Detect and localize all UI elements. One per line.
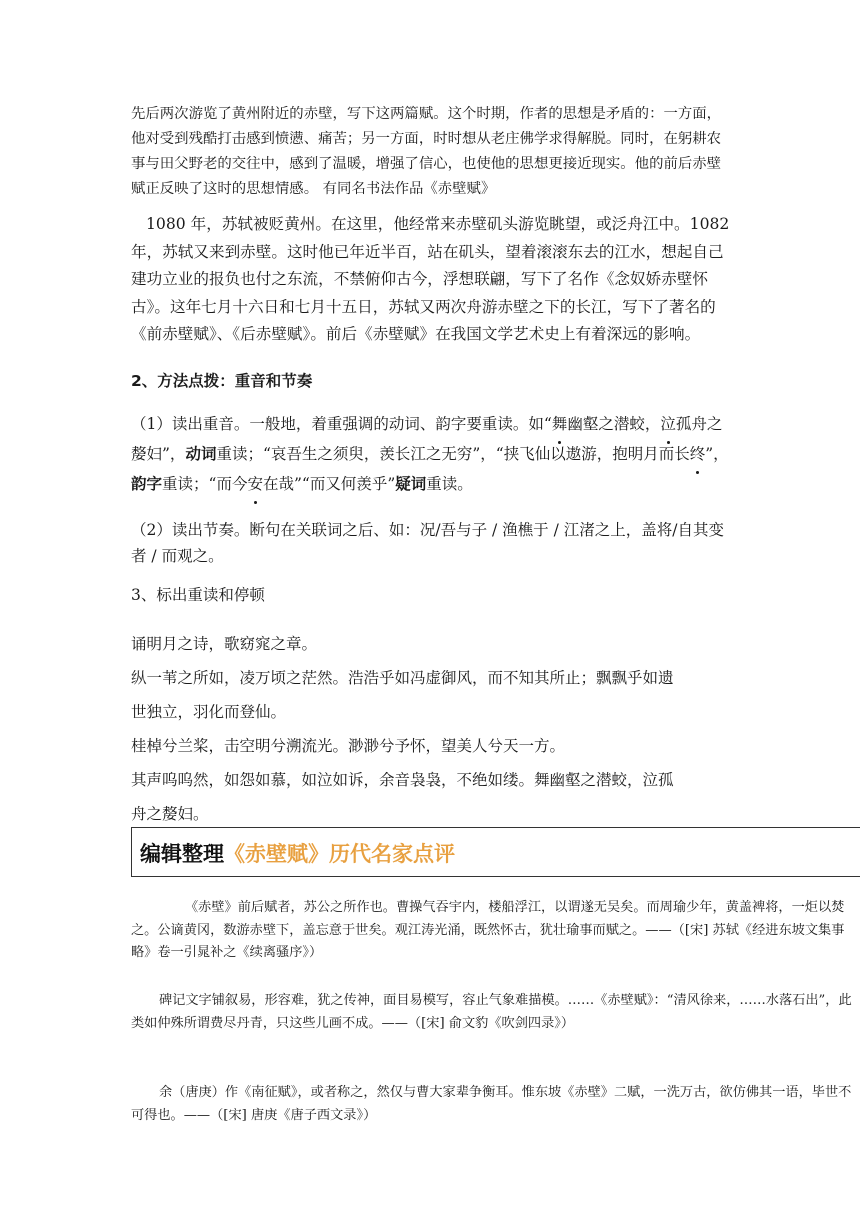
excerpt-line: 纵一苇之所如，凌万顷之茫然。浩浩乎如冯虚御风，而不知其所止；飘飘乎如遗	[131, 669, 674, 687]
stress-text: ”，	[705, 445, 729, 463]
bold-term: 韵字	[131, 475, 163, 493]
emphasis-dot-char: 泣	[660, 409, 676, 439]
excerpt-lines	[131, 627, 731, 831]
excerpt-line: 桂棹兮兰桨，击空明兮溯流光。渺渺兮予怀，望美人兮天一方。	[131, 737, 566, 755]
commentary-text: 余（唐庚）作《南征赋》，或者称之，然仅与曹大家辈争衡耳。惟东坡《赤壁》二赋，一洗万古，欲仿佛其一语，毕世不可得也。——（[宋] 唐庚《唐子西文录》）	[131, 1085, 852, 1123]
banner-accent: 《赤壁赋》历代名家点评	[224, 842, 455, 866]
stress-text: 孤舟之嫠妇”，	[131, 415, 723, 463]
excerpt-line: 其声呜呜然，如怨如慕，如泣如诉，余音袅袅，不绝如缕。舞幽壑之潜蛟，泣孤	[131, 771, 674, 789]
stress-text: 重读。	[426, 475, 473, 493]
bold-term: 疑词	[395, 475, 427, 493]
stress-text: （1）读出重音。一般地，着重强调的动词、韵字要重读。如“	[131, 415, 552, 433]
section3-heading: 3、标出重读和停顿	[131, 586, 265, 604]
commentary-text: 碑记文字铺叙易，形容难，犹之传神，面目易模写，容止气象难描模。……《赤壁赋》：“清风徐来，……水落石出”，此类如仲殊所谓费尽丹青，只这些儿画不成。——（[宋] 俞文豹《吹剑四录》）	[131, 993, 852, 1031]
stress-paragraph	[131, 409, 731, 499]
banner-title	[140, 838, 455, 868]
stress-text: 重读；“而今	[162, 475, 248, 493]
emphasis-dot-char: 舞	[552, 409, 568, 439]
commentary-paragraph	[131, 1082, 859, 1127]
rhythm-paragraph: （2）读出节奏。断句在关联词之后、如：况/吾与子 / 渔樵于 / 江渚之上，盖将/自其变者 / 而观之。	[131, 521, 724, 565]
excerpt-line: 舟之嫠妇。	[131, 805, 209, 823]
section-banner	[131, 827, 860, 877]
stress-text: 重读；“哀吾生之须臾，羡长江之无穷”，“挟飞仙以遨游，抱明月而长	[216, 445, 690, 463]
stress-text: 幽壑之潜蛟，	[567, 415, 661, 433]
excerpt-line: 诵明月之诗，歌窈窕之章。	[131, 635, 318, 653]
emphasis-dot-char: 安	[247, 469, 263, 499]
excerpt-line: 世独立，羽化而登仙。	[131, 703, 287, 721]
intro-paragraph: 先后两次游览了黄州附近的赤壁，写下这两篇赋。这个时期，作者的思想是矛盾的：一方面，他对受到残酷打击感到愤懑、痛苦；另一方面，时时想从老庄佛学求得解脱。同时，在躬耕农事与田父野老的交往中，感到了温暖，增强了信心，也使他的思想更接近现实。他的前后赤壁赋正反映了这时的思想情感。 有同名书法作品《赤壁赋》	[131, 106, 722, 197]
commentary-paragraph	[131, 897, 859, 965]
commentary-paragraph	[131, 990, 859, 1035]
emphasis-dot-char: 终	[690, 439, 706, 469]
stress-text: 在哉”“而又何羡乎”	[262, 475, 396, 493]
commentary-text: 《赤壁》前后赋者，苏公之所作也。曹操气吞宇内，楼船浮江，以谓遂无吴矣。而周瑜少年，黄盖裨将，一炬以焚之。公谪黄冈，数游赤壁下，盖忘意于世矣。观江涛光涌，既然怀古，犹壮瑜事而赋之。——（[宋] 苏轼《经进东坡文集事略》卷一引晁补之《续离骚序》）	[131, 900, 845, 960]
background-paragraph: 1080 年，苏轼被贬黄州。在这里，他经常来赤壁矶头游览眺望，或泛舟江中。1082 年，苏轼又来到赤壁。这时他已年近半百，站在矶头，望着滚滚东去的江水，想起自己建功立业的报负也付之东流，不禁俯仰古今，浮想联翩，写下了名作《念奴娇赤壁怀古》。这年七月十六日和七月十五日，苏轼又两次舟游赤壁之下的长江，写下了著名的《前赤壁赋》、《后赤壁赋》。前后《赤壁赋》在我国文学艺术史上有着深远的影响。	[131, 215, 730, 343]
bold-term: 动词	[185, 445, 217, 463]
section2-heading: 2、方法点拨：重音和节奏	[131, 372, 313, 390]
banner-prefix: 编辑整理	[140, 842, 224, 866]
